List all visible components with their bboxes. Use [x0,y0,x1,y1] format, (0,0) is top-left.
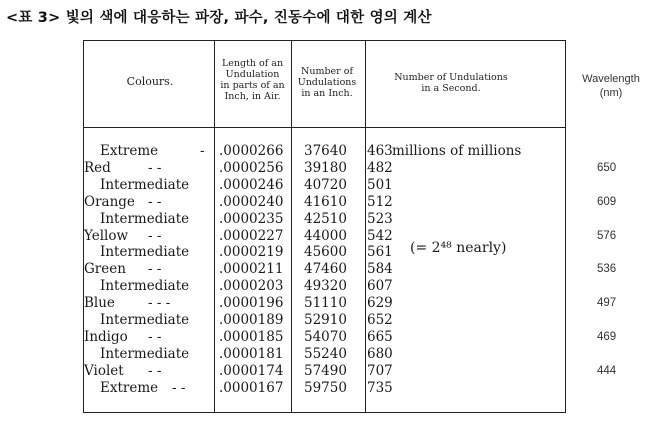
colour-cell: Violet [84,362,124,379]
header-line: in a Second. [421,83,481,94]
wavelength-cell: 444 [597,364,617,377]
dash-cell: - - [148,261,162,278]
wavelength-cell: 469 [597,330,617,343]
table-caption: <표 3> 빛의 색에 대응하는 파장, 파수, 진동수에 대한 영의 계산 [6,10,432,26]
table-row [0,380,665,397]
colour-cell: Intermediate [100,312,190,328]
per-second-cell: 542 [367,227,393,244]
per-inch-cell: 39180 [304,159,347,176]
per-inch-cell: 40720 [304,176,347,193]
header-number-inch [290,66,364,99]
length-cell: .0000235 [219,210,284,227]
colour-cell: Intermediate [100,176,190,193]
per-inch-cell: 54070 [304,328,347,345]
wavelength-cell: 576 [597,229,617,242]
length-cell: .0000256 [219,159,284,176]
per-second-cell: 584 [367,261,393,278]
colour-cell: Red [84,159,111,176]
colour-cell: Intermediate [100,278,190,295]
colour-cell: Orange [84,193,135,210]
table-row [0,346,665,363]
colour-cell: Intermediate [100,345,190,362]
length-cell: .0000203 [219,278,284,295]
per-second-cell: 482 [367,159,393,176]
per-second-cell: 680 [367,345,393,362]
per-inch-cell: 44000 [304,227,347,244]
header-number-second [366,72,536,94]
dash-cell: - - - [148,295,171,312]
table-row [0,194,665,211]
header-line: Undulations [297,77,357,88]
dash-cell: - - [148,193,162,210]
colour-cell: Intermediate [100,210,190,227]
length-cell: .0000167 [219,379,284,396]
per-inch-cell: 49320 [304,278,347,295]
table-row [0,177,665,194]
bracket-note: (= 2⁴⁸ nearly) [410,240,507,256]
colour-cell: Extreme [100,143,159,159]
table-row [0,228,665,245]
per-inch-cell: 59750 [304,379,347,396]
per-inch-cell: 52910 [304,312,347,328]
header-line: in an Inch. [301,88,353,99]
dash-cell: - - [148,328,162,345]
header-wavelength [568,72,654,100]
table-row [0,261,665,278]
per-inch-cell: 55240 [304,345,347,362]
table-row [0,244,665,261]
length-cell: .0000181 [219,345,284,362]
per-second-cell: 652 [367,312,393,328]
length-cell: .0000189 [219,312,284,328]
per-second-cell: 501 [367,176,393,193]
length-cell: .0000266 [219,143,284,159]
table-row [0,312,665,329]
colour-cell: Yellow [84,227,129,244]
table-row [0,278,665,295]
per-second-cell: 607 [367,278,393,295]
per-second-cell: 523 [367,210,393,227]
header-line: in parts of an [220,80,285,91]
note-cell: millions of millions [392,143,522,159]
header-line: Number of [301,66,353,77]
per-second-cell: 561 [367,244,393,261]
wavelength-cell: 497 [597,297,617,310]
dash-cell: - [200,143,205,159]
header-line: Length of an [221,58,284,69]
per-second-cell: 707 [367,362,393,379]
table-row [0,160,665,177]
length-cell: .0000246 [219,176,284,193]
colour-cell: Intermediate [100,244,190,261]
table-row [0,211,665,228]
length-cell: .0000240 [219,193,284,210]
per-inch-cell: 51110 [304,295,347,312]
per-second-cell: 735 [367,379,393,396]
table-row [0,295,665,312]
per-inch-cell: 42510 [304,210,347,227]
per-inch-cell: 37640 [304,143,347,159]
header-colours: Colours. [126,75,174,88]
header-line: Inch, in Air. [224,91,281,102]
header-line: Undulation [225,69,280,80]
per-second-cell: 512 [367,193,393,210]
length-cell: .0000211 [219,261,284,278]
length-cell: .0000196 [219,295,284,312]
colour-cell: Blue [84,295,115,312]
per-inch-cell: 47460 [304,261,347,278]
length-cell: .0000185 [219,328,284,345]
dash-cell: - - [148,159,162,176]
wavelength-cell: 536 [597,263,617,276]
per-inch-cell: 45600 [304,244,347,261]
length-cell: .0000227 [219,227,284,244]
per-second-cell: 665 [367,328,393,345]
header-length [214,58,291,102]
per-inch-cell: 57490 [304,362,347,379]
dash-cell: - - [148,227,162,244]
colour-cell: Green [84,261,126,278]
table-row [0,363,665,380]
wavelength-cell: 650 [597,161,617,174]
length-cell: .0000219 [219,244,284,261]
length-cell: .0000174 [219,362,284,379]
header-line: (nm) [599,87,623,99]
header-line: Number of Undulations [394,72,508,83]
per-second-cell: 629 [367,295,393,312]
dash-cell: - - [148,362,162,379]
table-row [0,329,665,346]
colour-cell: Extreme [100,379,159,396]
header-line: Wavelength [582,73,640,85]
dash-cell: - - [172,379,186,396]
per-inch-cell: 41610 [304,193,347,210]
wavelength-cell: 609 [597,195,617,208]
table-row [0,143,665,160]
colour-cell: Indigo [84,328,128,345]
per-second-cell: 463 [367,143,393,159]
